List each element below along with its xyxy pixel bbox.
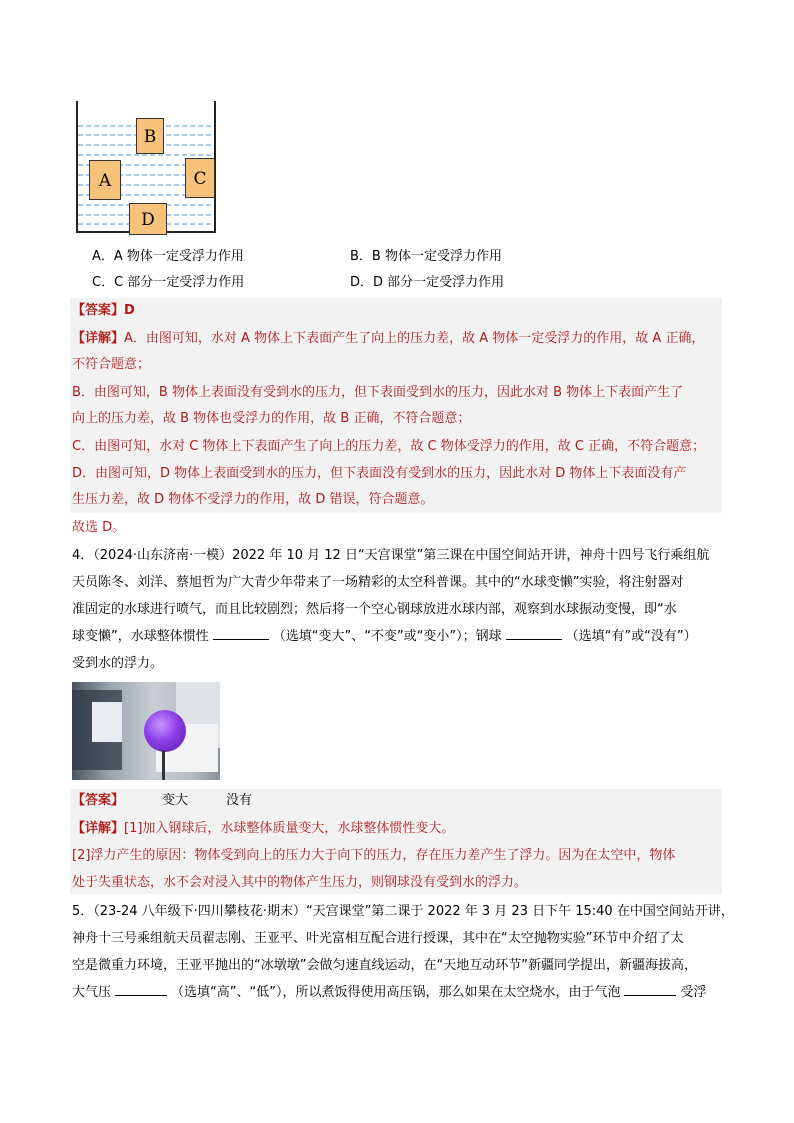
q4-answer-2: 没有 (226, 793, 253, 808)
q4-line-4 (72, 627, 697, 647)
q4-detail-2b: 处于失重状态，水不会对浸入其中的物体产生压力，则钢球没有受到水的浮力。 (72, 875, 528, 890)
q4-line-4-b: （选填“变大”、“不变”或“变小”）；钢球 (272, 629, 502, 644)
q4-line-4-a: 球变懒”，水球整体惯性 (72, 629, 209, 644)
q5-blank-1[interactable] (115, 983, 167, 996)
q4-line-3: 准固定的水球进行喷气，而且比较剧烈；然后将一个空心钢球放进水球内部，观察到水球振动变慢，即“水 (72, 602, 677, 617)
q5-line-1: 5．（23-24 八年级下·四川攀枝花·期末）“天宫课堂”第二课于 2022 年 3 月 23 日下午 15:40 在中国空间站开讲， (72, 904, 734, 919)
option-d: D．D 部分一定受浮力作用 (350, 275, 505, 290)
answer-label: 【答案】 (72, 303, 125, 318)
q4-detail-label: 【详解】 (72, 821, 125, 836)
q3-answer-row (72, 301, 135, 321)
q5-line-4-b: （选填“高”、“低”），所以煮饭得使用高压锅，那么如果在太空烧水，由于气泡 (171, 985, 621, 1000)
q3-detail-line-7: 生压力差，故 D 物体不受浮力的作用，故 D 错误，符合题意。 (72, 492, 434, 507)
block-a: A (89, 160, 121, 200)
q3-choose: 故选 D。 (72, 520, 126, 535)
option-c: C．C 部分一定受浮力作用 (92, 275, 245, 290)
q3-detail-line-3: B．由图可知，B 物体上表面没有受到水的压力，但下表面受到水的压力，因此水对 B 物体上下表面产生了 (72, 385, 684, 400)
block-d: D (129, 203, 167, 235)
q5-line-4-c: 受浮 (680, 985, 707, 1000)
q4-detail-1 (72, 819, 454, 839)
q5-line-2: 神舟十三号乘组航天员翟志刚、王亚平、叶光富相互配合进行授课，其中在“太空抛物实验”环节中介绍了太 (72, 931, 684, 946)
block-b: B (136, 118, 164, 154)
option-a: A．A 物体一定受浮力作用 (92, 249, 244, 264)
q5-line-4-a: 大气压 (72, 985, 112, 1000)
q3-detail-line-5: C．由图可知，水对 C 物体上下表面产生了向上的压力差，故 C 物体受浮力的作用，故 C 正确，不符合题意； (72, 439, 706, 454)
q5-blank-2[interactable] (624, 983, 676, 996)
q4-answer-label: 【答案】 (72, 793, 125, 808)
q4-detail-2a: [2]浮力产生的原因：物体受到向上的压力大于向下的压力，存在压力差产生了浮力。因为在太空中，物体 (72, 848, 676, 863)
q4-detail-1-text: [1]加入钢球后，水球整体质量变大，水球整体惯性变大。 (124, 821, 455, 836)
water-ball (144, 710, 186, 752)
water-ball-photo (72, 682, 220, 780)
answer-value: D (124, 303, 135, 318)
detail-label: 【详解】 (72, 331, 125, 346)
q3-detail-line-1 (72, 329, 704, 349)
q5-line-4 (72, 983, 706, 1003)
q4-line-2: 天员陈冬、刘洋、蔡旭哲为广大青少年带来了一场精彩的太空科普课。其中的“水球变懒”实验，将注射器对 (72, 575, 684, 590)
block-c: C (185, 158, 215, 198)
q4-answer-1: 变大 (162, 793, 189, 808)
q3-detail-line-2: 不符合题意； (72, 357, 151, 372)
detail-text: A．由图可知，水对 A 物体上下表面产生了向上的压力差，故 A 物体一定受浮力的作用，故 A 正确， (124, 331, 705, 346)
container-diagram (76, 101, 216, 233)
option-b: B．B 物体一定受浮力作用 (350, 249, 502, 264)
q5-line-3: 空是微重力环境，王亚平抛出的“冰墩墩”会做匀速直线运动，在“天地互动环节”新疆同学提出，新疆海拔高， (72, 958, 697, 973)
q4-blank-1[interactable] (213, 627, 269, 640)
q4-answer-row (72, 791, 124, 811)
q4-blank-2[interactable] (506, 627, 562, 640)
q3-detail-line-6: D．由图可知，D 物体上表面受到水的压力，但下表面没有受到水的压力，因此水对 D 物体上下表面没有产 (72, 466, 687, 481)
q4-line-4-c: （选填“有”或“没有”） (565, 629, 697, 644)
q3-detail-line-4: 向上的压力差，故 B 物体也受浮力的作用，故 B 正确，不符合题意； (72, 411, 471, 426)
q4-line-5: 受到水的浮力。 (72, 656, 164, 671)
q4-line-1: 4．（2024·山东济南·一模）2022 年 10 月 12 日“天宫课堂”第三课在中国空间站开讲，神舟十四号飞行乘组航 (72, 548, 710, 563)
